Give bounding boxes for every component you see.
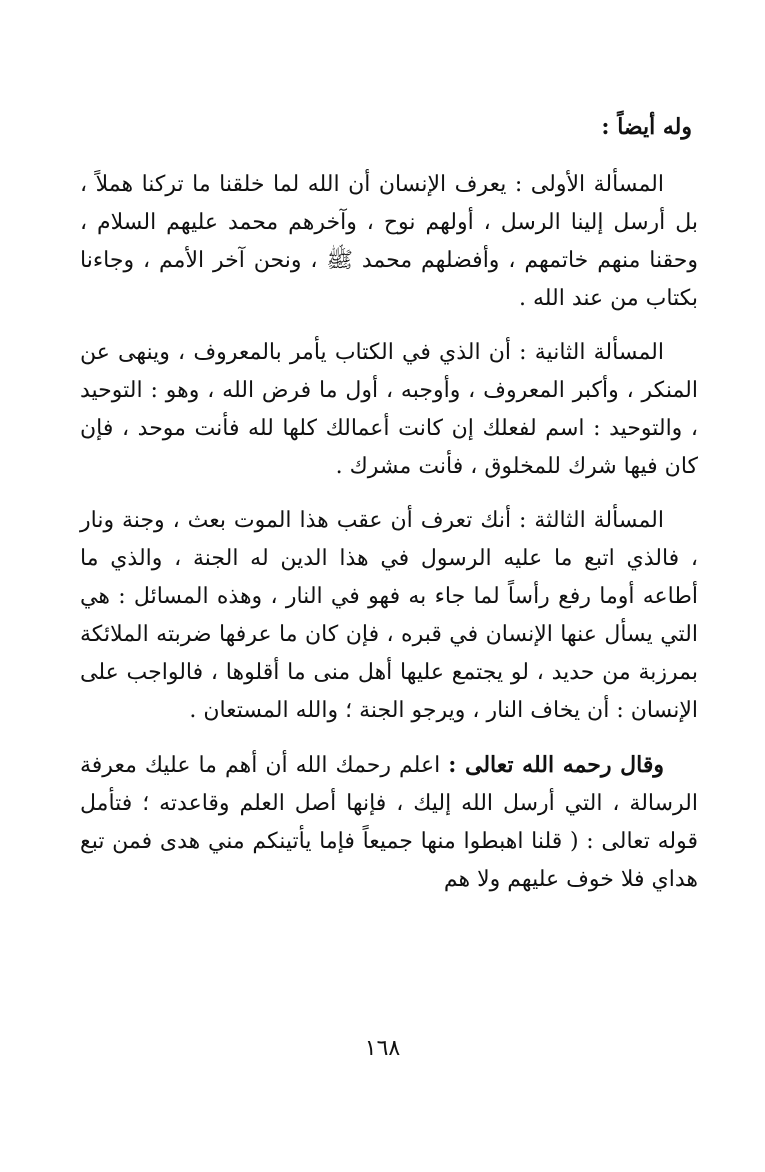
paragraph-risala (80, 746, 698, 899)
paragraph-first-issue: المسألة الأولى : يعرف الإنسان أن الله لما خلقنا ما تركنا هملاً ، بل أرسل إلينا الرسل ، أولهم نوح ، وآخرهم محمد عليهم السلام ، وحقنا منهم خاتمهم ، وأفضلهم محمد ﷺ ، ونحن آخر الأمم ، وجاءنا بكتاب من عند الله . (80, 172, 698, 311)
page-number: ١٦٨ (364, 1036, 401, 1061)
page-content (80, 108, 698, 915)
paragraph-body: اعلم رحمك الله أن أهم ما عليك معرفة الرسالة ، التي أرسل الله إليك ، فإنها أصل العلم وقاعدته ؛ فتأمل قوله تعالى : ( قلنا اهبطوا منها جميعاً فإما يأتينكم مني هدى فمن تبع هداي فلا خوف عليهم ولا هم (80, 753, 698, 892)
section-heading: وله أيضاً : (601, 114, 692, 140)
paragraph-second-issue: المسألة الثانية : أن الذي في الكتاب يأمر بالمعروف ، وينهى عن المنكر ، وأكبر المعروف ، وأوجبه ، أول ما فرض الله ، وهو : التوحيد ، والتوحيد : اسم لفعلك إن كانت أعمالك كلها لله فأنت موحد ، فإن كان فيها شرك للمخلوق ، فأنت مشرك . (80, 340, 698, 479)
paragraph-lead: وقال رحمه الله تعالى : (448, 752, 664, 778)
paragraph-third-issue: المسألة الثالثة : أنك تعرف أن عقب هذا الموت بعث ، وجنة ونار ، فالذي اتبع ما عليه الرسول في هذا الدين له الجنة ، والذي ما أطاعه أوما رفع رأساً لما جاء به فهو في النار ، وهذه المسائل : هي التي يسأل عنها الإنسان في قبره ، فإن كان ما عرفها ضربته الملائكة بمرزبة من حديد ، لو يجتمع عليها أهل منى ما أقلوها ، فالواجب على الإنسان : أن يخاف النار ، ويرجو الجنة ؛ والله المستعان . (80, 508, 698, 723)
